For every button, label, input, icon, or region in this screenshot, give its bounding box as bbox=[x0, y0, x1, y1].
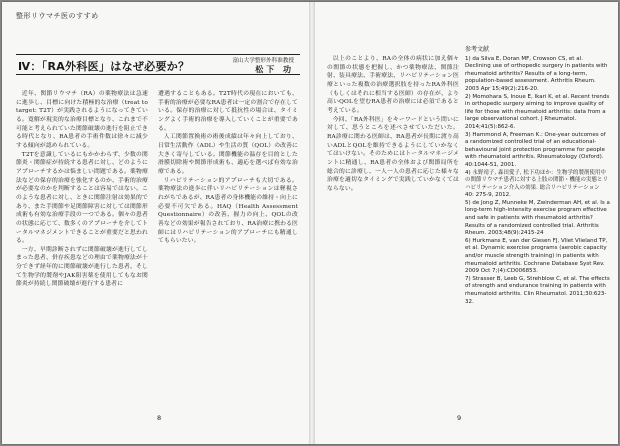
left-page bbox=[2, 2, 309, 444]
left-column-2 bbox=[158, 90, 298, 246]
section-title: Ⅳ：「RA外科医」はなぜ必要か？ bbox=[18, 60, 190, 73]
reference-item: 1) da Silva E, Doran MF, Crowson CS, et al. Declining use of orthopedic surgery in patients with rheumatoid arthritis? Results of a long-term, population-based assessment. Arthritis Rheum. 2003 Apr 15;49(2):216-20. bbox=[465, 55, 608, 92]
page-number: 9 bbox=[457, 414, 462, 422]
paragraph: 人工関節置換術の術後成績は年々向上しており、日常生活動作（ADL）や生活の質（QOL）の改善に大きく寄与している。関節機能の温存を目的とした滑膜切除術や関節形成術も、適応を選べば有効な治療である。 bbox=[158, 134, 298, 175]
paragraph: 以上のことより、RAの全体の病状に加え個々の関節の状態を把握し、かつ薬物療法、関節注射、装具療法、手術療法、リハビリテーション医療といった複数の治療選択肢を持ったRA外科医（もしくはそれに相当する医師）の存在が、より高いQOLを望むRA患者の治療には必須であると考えている。 bbox=[327, 56, 459, 114]
author-affiliation: 富山大学整形外科准教授 bbox=[232, 58, 294, 64]
paragraph: T2Tを意識しているにもかかわらず、少数の関節炎・関節症が持続する患者に対し、どのようにアプローチするかは悩ましい問題である。薬物療法などの保存的治療を強化するのか、手術的治療が必要なのかを判断することは容易ではない。このような患者に対し、ときに関節注射は効果的であり、また手関節や足関節障害に対しては関節形成術も有効な治療手段の一つである。個々の患者の状態に応じて、数多くのアプローチを介してトータルマネジメントできることが重要だと思われる。 bbox=[16, 151, 148, 245]
running-head: 整形リウマチ医のすすめ bbox=[16, 12, 99, 20]
reference-item: 5) de Jong Z, Munneke M, Zwinderman AH, et al. Is a long-term high-intensity exercise program effective and safe in patients with rheumatoid arthritis? Results of a randomized controlled trial. Arthritis Rheum. 2003;48(9):2415-24 bbox=[465, 199, 610, 237]
right-column-1 bbox=[327, 55, 459, 194]
reference-item: 6) Hurkmans E, van der Giesen FJ, Vliet Vlieland TP, et al. Dynamic exercise programs (aerobic capacity and/or muscle strength training) in patients with rheumatoid arthritis. Cochrane Database Syst Rev. 2009 Oct 7;(4):CD006853. bbox=[465, 237, 608, 275]
reference-item: 7) Strasser B, Leeb G, Strehblow C, et al. The effects of strength and endurance training in patients with rheumatoid arthritis. Clin Rheumatol. 2011;30:623-32. bbox=[465, 275, 610, 305]
paragraph: 今回、「RA外科医」をキーワードという問いに対して、思うところを述べさせていただいた。RA診療に関わる医師は、RA患者が長期に渡り高いADLとQOLを維持できるようにしていかなくてはいけない。そのためにはトータルマネージメントに精通し、RA患者の全体および関節局所を総合的に診療し、一人一人の患者に応じた様々な治療を適切なタイミングで実践していかなくてはならない。 bbox=[327, 116, 459, 192]
section-title-box bbox=[16, 54, 300, 75]
left-column-1 bbox=[16, 90, 148, 289]
reference-item: 2) Momohara S, Inoue E, Ikari K, et al. Recent trends in orthopedic surgery aiming to improve quality of life for those with rheumatoid arthritis: data from a large observational cohort. J Rheumatol. 2014;41(5):862-6. bbox=[465, 93, 610, 130]
reference-item: 3) Hammond A, Freeman K.: One-year outcomes of a randomized controlled trial of an educational-behavioural joint protection programme for people with rheumatoid arthritis. Rheumatology (Oxford). 40:1044-51, 2001. bbox=[465, 131, 606, 168]
paragraph: リハビリテーション的アプローチも大切である。薬物療法の進歩に伴いリハビリテーションは軽視されがちであるが、RA患者の身体機能の維持・向上に必要不可欠である。HAQ（Health Assessment Questionnaire）の改善、握力の向上、QOLの改善などの効果が報告されており、RA治療に携わる医師にはリハビリテーション的アプローチにも精通してもらいたい。 bbox=[158, 177, 298, 245]
book-spread bbox=[2, 2, 618, 444]
reference-item: 4) 永野靖子, 森田愛子, 松下功ほか：生物学的製剤使用中の関節リウマチ患者に対する上肢の関節・機能の実態とリハビリテーション介入の効果. 総合リハビリテーション 40: 275-9, 2012. bbox=[465, 169, 609, 199]
right-page bbox=[315, 2, 618, 444]
paragraph: 遭遇することもある。T2T時代の現在においても、手術的治療が必要なRA患者は一定の割合で存在している。保存的治療に対して抵抗性の場合は、タイミングよく手術的治療を導入していくことが重要である。 bbox=[158, 91, 298, 132]
page-number: 8 bbox=[157, 414, 162, 422]
paragraph: 近年、関節リウマチ（RA）の薬物療法は急速に進歩し、目標に向けた積極的な治療（treat to target: T2T）が実践されるようになってきている。寛解が現実的な治療目標となり、これまで不可能と考えられていた関節破壊の進行を阻止できる時代となり、RA患者の手術件数は徐々に減少する傾向が認められている。 bbox=[16, 91, 148, 149]
references-heading: 参考文献 bbox=[465, 46, 490, 53]
paragraph: 一方、早期診断されずに関節破壊が進行してしまった患者、併存疾患などの理由で薬物療法が十分できず経年的に関節破壊が進行した患者、そして生物学的製剤やJAK阻害薬を使用してもなお関節炎が持続し関節破壊が進行する患者に bbox=[16, 246, 148, 288]
author-name: 松下 功 bbox=[255, 64, 294, 74]
references-list bbox=[465, 46, 610, 306]
